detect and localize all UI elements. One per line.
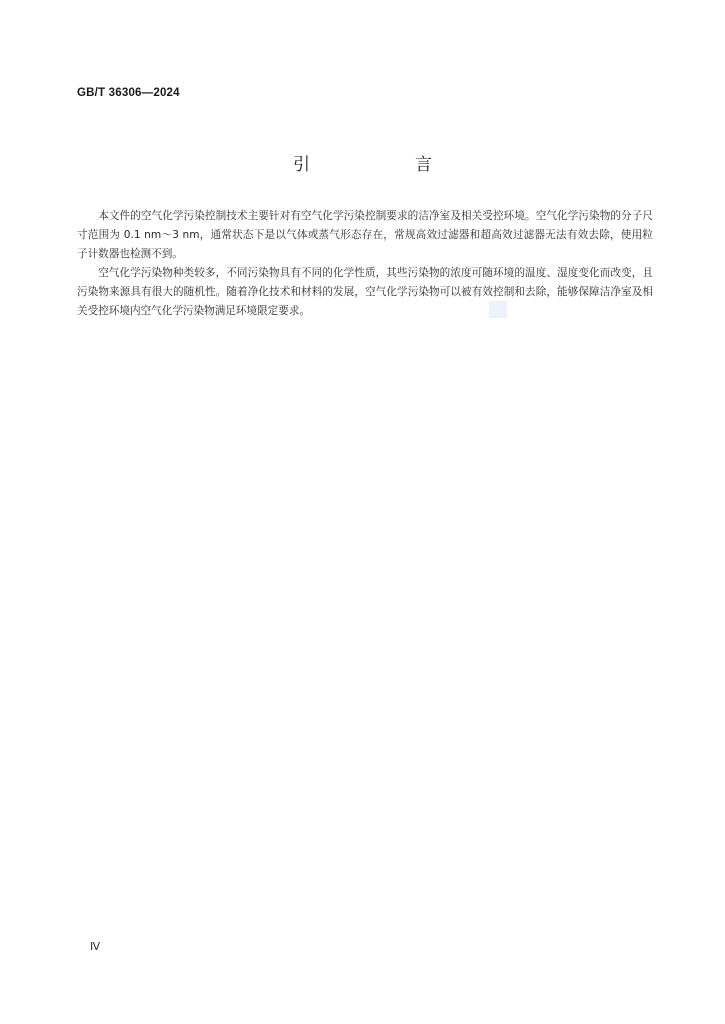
- paragraph-2: 空气化学污染物种类较多，不同污染物具有不同的化学性质，其些污染物的浓度可随环境的温度、湿度变化而改变，且污染物来源具有很大的随机性。随着净化技术和材料的发展，空气化学污染物可以被有效控制和去除，能够保障洁净室及相关受控环境内空气化学污染物满足环境限定要求。: [77, 267, 653, 317]
- standard-code: GB/T 36306—2024: [77, 87, 180, 99]
- selection-highlight: [489, 301, 507, 318]
- section-title: 引 言: [293, 155, 476, 175]
- page-number: Ⅳ: [90, 941, 101, 953]
- paragraph-1: 本文件的空气化学污染控制技术主要针对有空气化学污染控制要求的洁净室及相关受控环境。空气化学污染物的分子尺寸范围为 0.1 nm～3 nm，通常状态下是以气体或蒸气形态存在，常规高效过滤器和超高效过滤器无法有效去除，使用粒子计数器也检测不到。: [77, 210, 653, 260]
- body-text: [77, 207, 653, 321]
